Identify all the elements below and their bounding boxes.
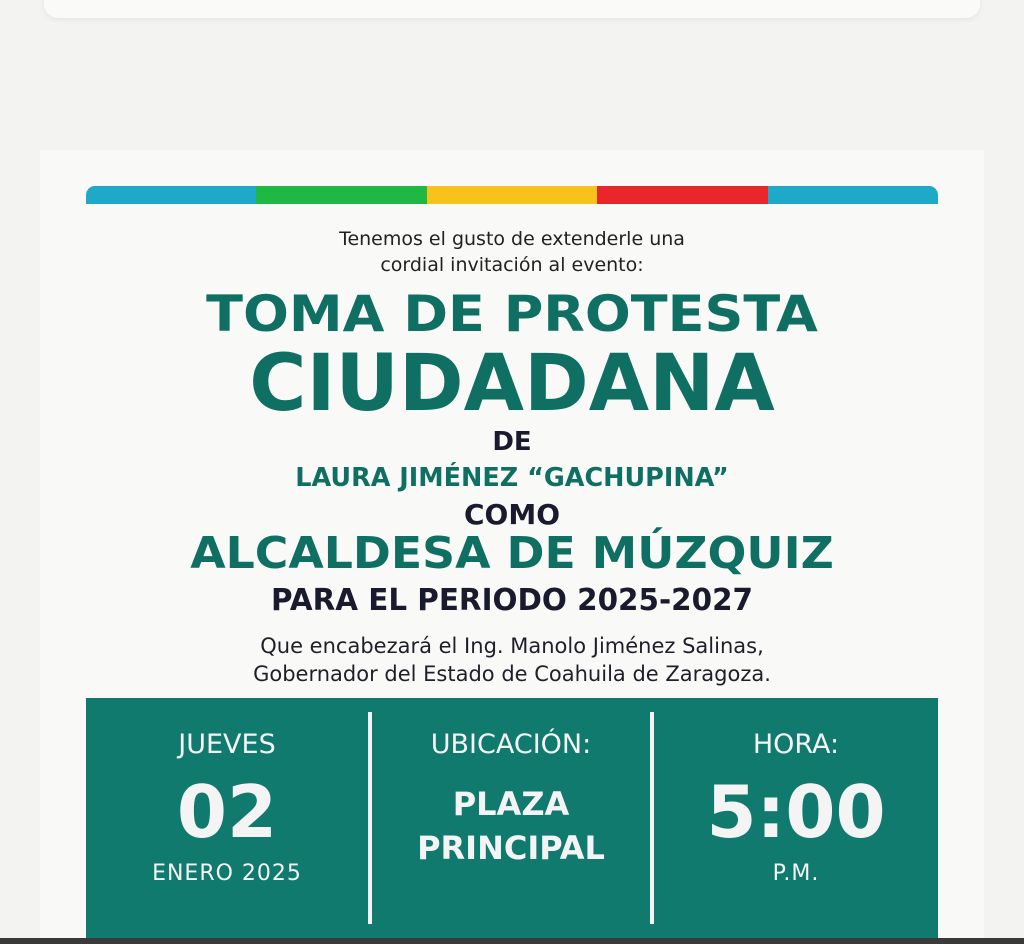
location-label: UBICACIÓN: xyxy=(430,729,592,760)
time-value: 5:00 xyxy=(706,770,886,854)
invitation-poster xyxy=(40,150,984,944)
title-como: COMO xyxy=(463,498,561,531)
stripe-blue-end xyxy=(768,186,938,204)
stripe-green xyxy=(256,186,426,204)
time-label: HORA: xyxy=(752,729,840,760)
day-label: JUEVES xyxy=(178,729,276,760)
bottom-edge-bar xyxy=(0,938,1024,944)
title-ciudadana: CIUDADANA xyxy=(249,339,775,429)
location-line-1: PLAZA xyxy=(452,785,570,823)
office-title: ALCALDESA DE MÚZQUIZ xyxy=(190,528,834,579)
presider-text xyxy=(40,632,984,688)
intro-line-1: Tenemos el gusto de extenderle una xyxy=(339,228,685,250)
location-column xyxy=(372,698,650,938)
presider-line-2: Gobernador del Estado de Coahuila de Zaragoza. xyxy=(253,662,771,686)
stripe-red xyxy=(597,186,767,204)
stripe-blue xyxy=(86,186,256,204)
presider-line-1: Que encabezará el Ing. Manolo Jiménez Salinas, xyxy=(260,634,764,658)
time-suffix: P.M. xyxy=(772,861,820,886)
location-line-2: PRINCIPAL xyxy=(417,829,605,867)
month-year: ENERO 2025 xyxy=(152,861,302,886)
event-details-panel xyxy=(86,698,938,938)
color-stripe xyxy=(86,186,938,204)
time-column xyxy=(654,698,938,938)
term-period: PARA EL PERIODO 2025-2027 xyxy=(271,583,753,618)
title-toma-de-protesta: TOMA DE PROTESTA xyxy=(206,285,818,343)
intro-line-2: cordial invitación al evento: xyxy=(380,254,644,276)
stripe-yellow xyxy=(427,186,597,204)
day-number: 02 xyxy=(176,770,278,854)
title-de: DE xyxy=(492,427,532,457)
top-card xyxy=(44,0,980,18)
date-column xyxy=(86,698,368,938)
intro-text xyxy=(40,226,984,278)
honoree-name: LAURA JIMÉNEZ “GACHUPINA” xyxy=(295,463,729,493)
